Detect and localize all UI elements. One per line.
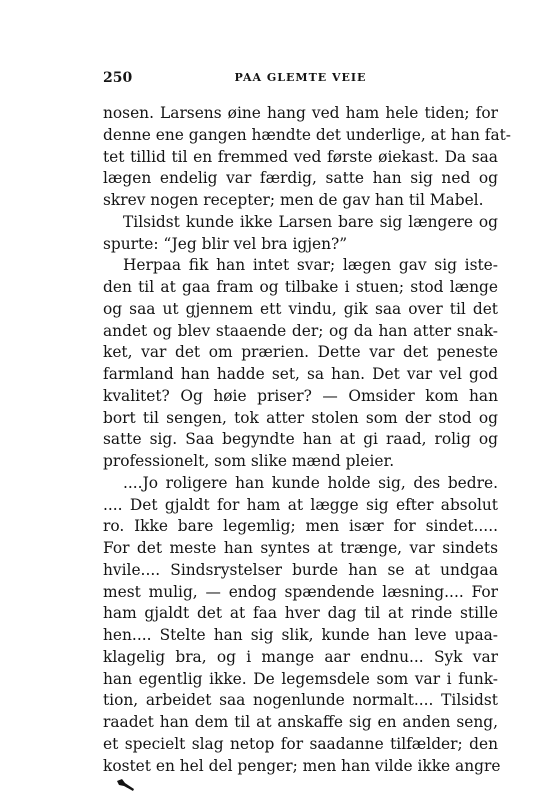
- running-head: PAA GLEMTE VEIE: [234, 71, 367, 84]
- text-line: hvile.... Sindsrystelser burde han se at undgaa: [103, 560, 498, 579]
- text-line: Herpaa fik han intet svar; lægen gav sig iste-: [123, 256, 498, 275]
- text-line: og saa ut gjennem ett vindu, gik saa over til det: [103, 299, 498, 318]
- text-line: tion, arbeidet saa nogenlunde normalt.... Tilsidst: [103, 691, 498, 710]
- ink-mark-icon: [116, 778, 136, 792]
- text-line: spurte: “Jeg blir vel bra igjen?”: [103, 234, 348, 253]
- text-line: hen.... Stelte han sig slik, kunde han leve upaa-: [103, 626, 498, 644]
- text-line: et specielt slag netop for saadanne tilfælder; den: [103, 734, 498, 753]
- text-line: han egentlig ikke. De legemsdele som var i funk-: [103, 669, 498, 688]
- text-line: tet tillid til en fremmed ved første øiekast. Da saa: [103, 147, 498, 166]
- page-number: 250: [103, 70, 133, 86]
- text-line: kvalitet? Og høie priser? — Omsider kom han: [103, 386, 498, 405]
- text-line: klagelig bra, og i mange aar endnu... Syk var: [103, 647, 498, 666]
- text-line: professionelt, som slike mænd pleier.: [103, 452, 395, 470]
- text-line: denne ene gangen hændte det underlige, at han fat-: [103, 125, 512, 144]
- text-line: ro. Ikke bare legemlig; men især for sindet.....: [103, 517, 498, 536]
- text-line: farmland han hadde set, sa han. Det var vel god: [103, 365, 498, 383]
- text-line: lægen endelig var færdig, satte han sig ned og: [103, 169, 498, 188]
- text-line: .... Det gjaldt for ham at lægge sig efter absolut: [103, 495, 498, 514]
- text-line: satte sig. Saa begyndte han at gi raad, rolig og: [103, 430, 498, 449]
- text-line: raadet han dem til at anskaffe sig en anden seng,: [103, 713, 498, 731]
- text-line: bort til sengen, tok atter stolen som der stod og: [103, 408, 498, 427]
- text-line: nosen. Larsens øine hang ved ham hele tiden; for: [103, 104, 498, 122]
- text-line: andet og blev staaende der; og da han atter snak-: [103, 321, 498, 340]
- text-line: For det meste han syntes at trænge, var sindets: [103, 539, 498, 557]
- text-line: skrev nogen recepter; men de gav han til Mabel.: [103, 191, 484, 209]
- text-line: kostet en hel del penger; men han vilde ikke angre: [103, 756, 501, 775]
- text-line: Tilsidst kunde ikke Larsen bare sig længere og: [123, 212, 498, 231]
- text-line: mest mulig, — endog spændende læsning.... For: [103, 582, 498, 601]
- text-line: den til at gaa fram og tilbake i stuen; stod længe: [103, 278, 498, 296]
- text-line: ham gjaldt det at faa hver dag til at rinde stille: [103, 604, 498, 623]
- page-header: [103, 68, 498, 88]
- text-line: ket, var det om prærien. Dette var det peneste: [103, 343, 498, 362]
- text-line: ....Jo roligere han kunde holde sig, des bedre.: [123, 473, 498, 492]
- body-text: [103, 103, 512, 777]
